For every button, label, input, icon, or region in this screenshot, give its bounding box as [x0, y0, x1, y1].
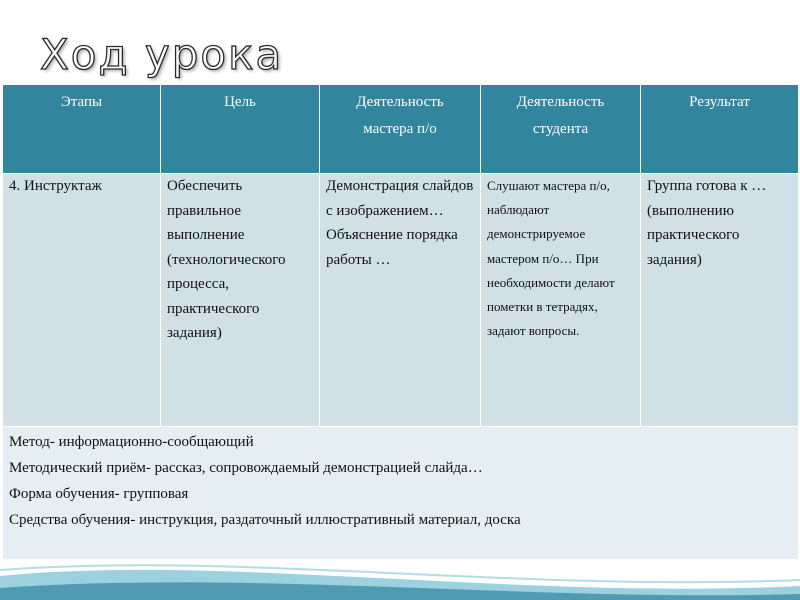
- table-row: [3, 174, 799, 427]
- cell-master-activity: Демонстрация слайдов с изображением… Объяснение порядка работы …: [320, 174, 481, 427]
- header-result: Результат: [641, 85, 799, 174]
- header-goal: Цель: [161, 85, 320, 174]
- header-master-activity: Деятельность мастера п/о: [320, 85, 481, 174]
- summary-method: Метод- информационно-сообщающий: [9, 434, 254, 450]
- decorative-wave-footer: [0, 540, 800, 600]
- cell-goal: Обеспечить правильное выполнение (технологического процесса, практического задания): [161, 174, 320, 427]
- table-header-row: [3, 85, 799, 174]
- header-student-activity: Деятельность студента: [481, 85, 641, 174]
- header-stages: Этапы: [3, 85, 161, 174]
- cell-student-activity: Слушают мастера п/о, наблюдают демонстрируемое мастером п/о… При необходимости делают пометки в тетрадях, задают вопросы.: [481, 174, 641, 427]
- summary-means: Средства обучения- инструкция, раздаточный иллюстративный материал, доска: [9, 512, 521, 528]
- summary-technique: Методический приём- рассказ, сопровождаемый демонстрацией слайда…: [9, 460, 483, 476]
- lesson-plan-table: [2, 84, 799, 560]
- slide-title: Ход урока: [40, 30, 284, 79]
- cell-result: Группа готова к …(выполнению практического задания): [641, 174, 799, 427]
- cell-stage: 4. Инструктаж: [3, 174, 161, 427]
- summary-form: Форма обучения- групповая: [9, 486, 189, 502]
